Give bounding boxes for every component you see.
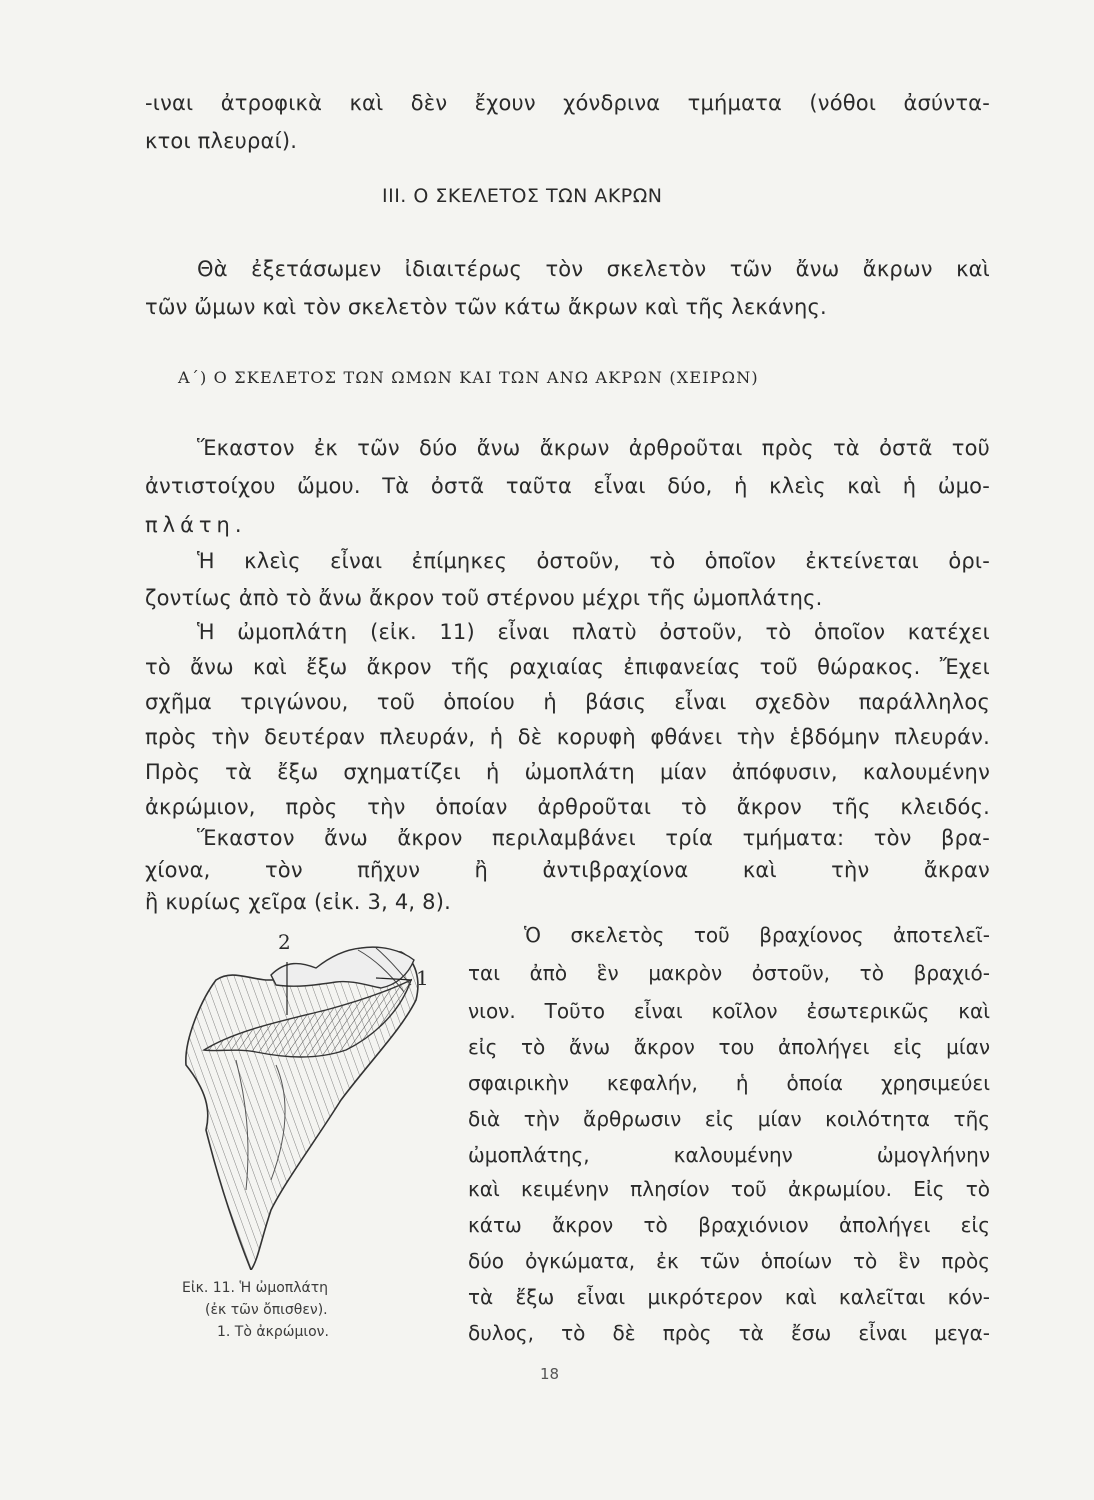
text-line: ὠμοπλάτης, καλουμένην ὠμογλήνην	[468, 1143, 990, 1167]
page-number: 18	[540, 1365, 560, 1383]
text-line: σχῆμα τριγώνου, τοῦ ὁποίου ἡ βάσις εἶναι σχεδὸν παράλληλος	[145, 690, 990, 714]
text-line: Ἕκαστον ἄνω ἄκρον περιλαμβάνει τρία τμήματα: τὸν βρα-	[197, 826, 990, 850]
text-line: σφαιρικὴν κεφαλήν, ἡ ὁποία χρησιμεύει	[468, 1071, 990, 1095]
text-line: Ἡ κλεὶς εἶναι ἐπίμηκες ὀστοῦν, τὸ ὁποῖον ἐκτείνεται ὁρι-	[197, 549, 990, 573]
text-line: Ὁ σκελετὸς τοῦ βραχίονος ἀποτελεῖ-	[524, 923, 990, 947]
text-line: τῶν ὤμων καὶ τὸν σκελετὸν τῶν κάτω ἄκρων καὶ τῆς λεκάνης.	[145, 295, 827, 319]
text-line: -ιναι ἀτροφικὰ καὶ δὲν ἔχουν χόνδρινα τμήματα (νόθοι ἀσύντα-	[145, 91, 990, 115]
subsection-heading: Α΄) Ο ΣΚΕΛΕΤΟΣ ΤΩΝ ΩΜΩΝ ΚΑΙ ΤΩΝ ΑΝΩ ΑΚΡΩΝ (ΧΕΙΡΩΝ)	[178, 368, 759, 387]
figure-label-2: 2	[278, 930, 291, 954]
text-line: Ἕκαστον ἐκ τῶν δύο ἄνω ἄκρων ἀρθροῦται πρὸς τὰ ὀστᾶ τοῦ	[197, 436, 990, 460]
text-line: ἀντιστοίχου ὤμου. Τὰ ὀστᾶ ταῦτα εἶναι δύο, ἡ κλεὶς καὶ ἡ ὠμο-	[145, 474, 990, 498]
text-line: Ἡ ὠμοπλάτη (εἰκ. 11) εἶναι πλατὺ ὀστοῦν, τὸ ὁποῖον κατέχει	[197, 620, 990, 644]
text-line: κάτω ἄκρον τὸ βραχιόνιον ἀπολήγει εἰς	[468, 1213, 990, 1237]
figure-caption-legend: 1. Τὸ ἀκρώμιον.	[217, 1324, 329, 1340]
figure-label-1: 1	[416, 966, 429, 990]
text-line: Θὰ ἐξετάσωμεν ἰδιαιτέρως τὸν σκελετὸν τῶν ἄνω ἄκρων καὶ	[197, 257, 990, 281]
text-line: καὶ κειμένην πλησίον τοῦ ἀκρωμίου. Εἰς τὸ	[468, 1177, 990, 1201]
figure-caption-subtitle: (ἐκ τῶν ὄπισθεν).	[205, 1302, 328, 1318]
text-line: ἢ κυρίως χεῖρα (εἰκ. 3, 4, 8).	[145, 890, 451, 914]
scapula-figure	[176, 930, 446, 1270]
text-line: δυλος, τὸ δὲ πρὸς τὰ ἔσω εἶναι μεγα-	[468, 1321, 990, 1345]
text-line: ζοντίως ἀπὸ τὸ ἄνω ἄκρον τοῦ στέρνου μέχρι τῆς ὠμοπλάτης.	[145, 586, 823, 610]
figure-caption-title: Εἰκ. 11. Ἡ ὠμοπλάτη	[182, 1280, 329, 1296]
text-line: πρὸς τὴν δευτέραν πλευράν, ἡ δὲ κορυφὴ φθάνει τὴν ἑβδόμην πλευράν.	[145, 725, 990, 749]
text-line: νιον. Τοῦτο εἶναι κοῖλον ἐσωτερικῶς καὶ	[468, 999, 990, 1023]
scapula-illustration	[176, 940, 446, 1270]
text-line: Πρὸς τὰ ἔξω σχηματίζει ἡ ὠμοπλάτη μίαν ἀπόφυσιν, καλουμένην	[145, 760, 990, 784]
text-line: κτοι πλευραί).	[145, 129, 298, 153]
text-line: δύο ὀγκώματα, ἐκ τῶν ὁποίων τὸ ἓν πρὸς	[468, 1249, 990, 1273]
text-line: διὰ τὴν ἄρθρωσιν εἰς μίαν κοιλότητα τῆς	[468, 1107, 990, 1131]
text-line: τὰ ἔξω εἶναι μικρότερον καὶ καλεῖται κόν-	[468, 1285, 990, 1309]
text-line: εἰς τὸ ἄνω ἄκρον του ἀπολήγει εἰς μίαν	[468, 1035, 990, 1059]
text-line: χίονα, τὸν πῆχυν ἢ ἀντιβραχίονα καὶ τὴν ἄκραν	[145, 858, 990, 882]
section-heading: III. Ο ΣΚΕΛΕΤΟΣ ΤΩΝ ΑΚΡΩΝ	[382, 185, 663, 207]
text-line: τὸ ἄνω καὶ ἔξω ἄκρον τῆς ραχιαίας ἐπιφανείας τοῦ θώρακος. Ἔχει	[145, 655, 990, 679]
text-line: πλάτη.	[145, 513, 247, 537]
text-line: ται ἀπὸ ἓν μακρὸν ὀστοῦν, τὸ βραχιό-	[468, 961, 990, 985]
text-line: ἀκρώμιον, πρὸς τὴν ὁποίαν ἀρθροῦται τὸ ἄκρον τῆς κλειδός.	[145, 795, 990, 819]
